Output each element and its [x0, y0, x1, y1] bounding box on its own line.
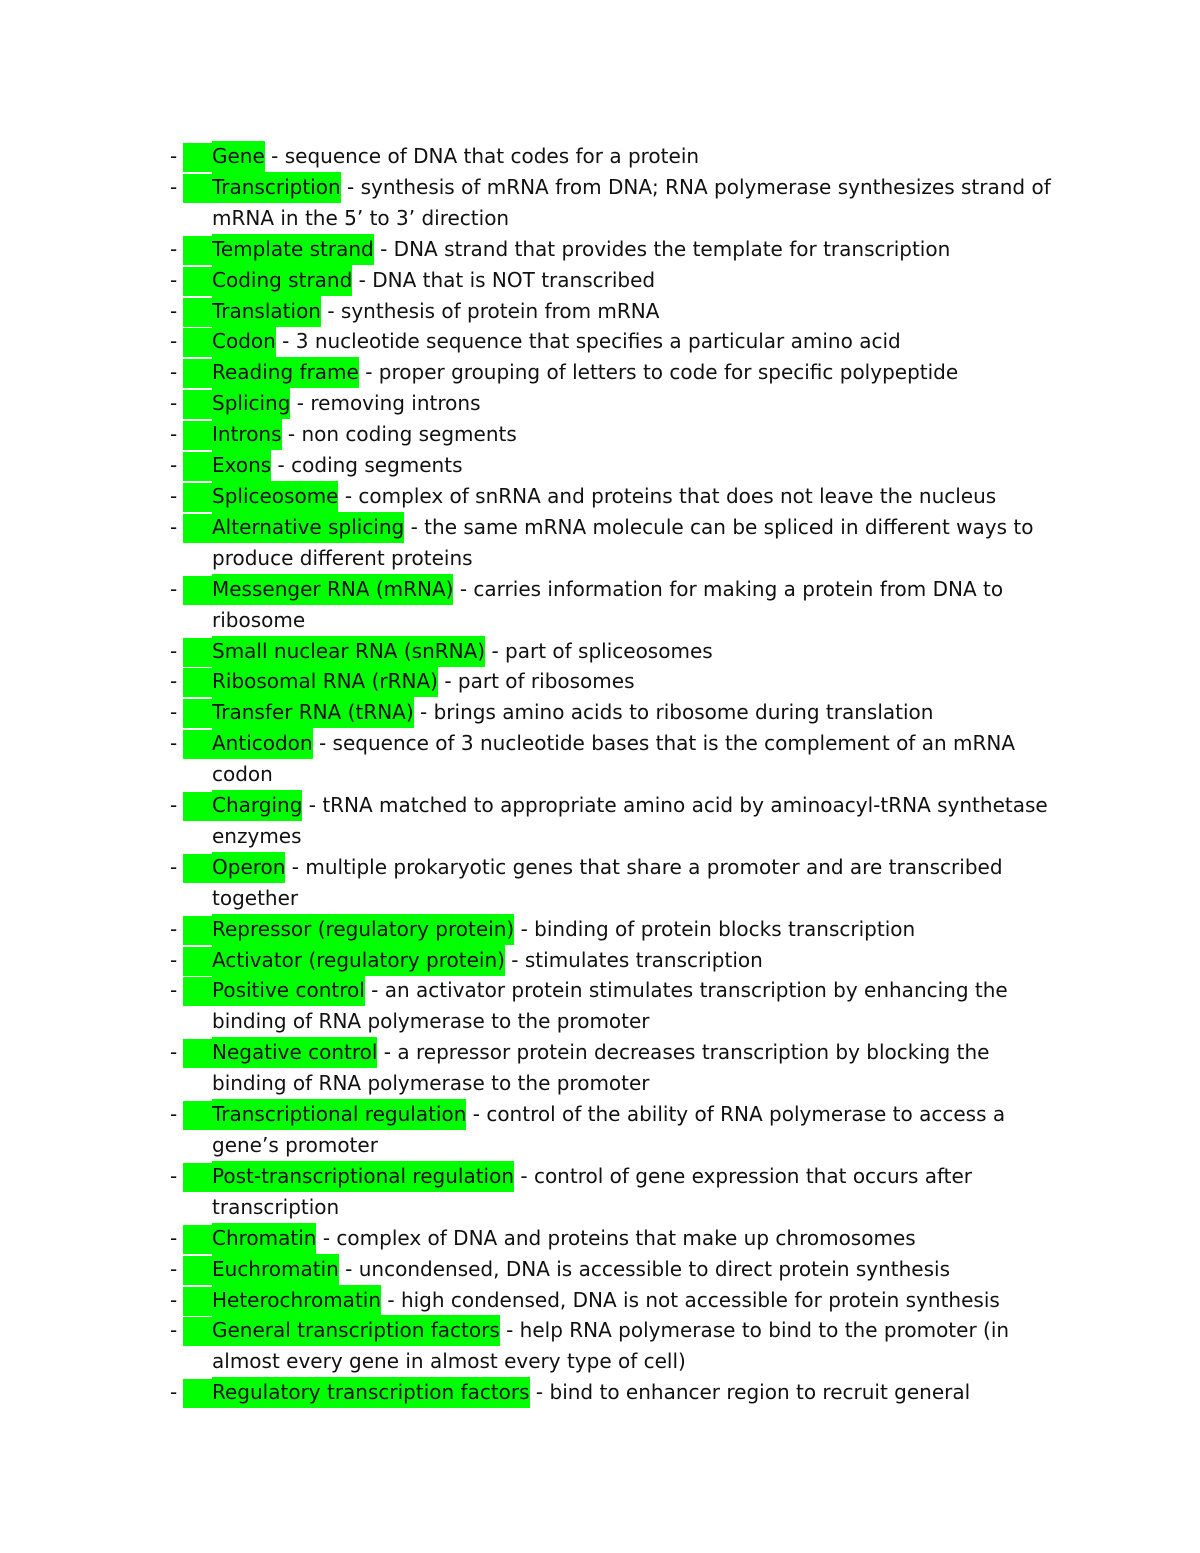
glossary-definition: - multiple prokaryotic genes that share a promoter and are transcribed together — [212, 854, 1003, 910]
glossary-definition: - coding segments — [271, 453, 463, 478]
glossary-term: Exons — [212, 450, 271, 481]
glossary-term: Gene — [212, 141, 265, 172]
glossary-term: Coding strand — [212, 265, 352, 296]
glossary-definition: - removing introns — [290, 391, 481, 416]
list-bullet: - — [170, 1163, 178, 1188]
glossary-definition: - part of ribosomes — [437, 669, 635, 694]
list-bullet: - — [170, 236, 178, 261]
glossary-term: Reading frame — [212, 357, 359, 388]
glossary-item — [170, 790, 1070, 852]
glossary-definition: - an activator protein stimulates transcription by enhancing the binding of RNA polymerase to the promoter — [212, 978, 1008, 1034]
list-bullet: - — [170, 174, 178, 199]
glossary-item — [170, 388, 1070, 419]
glossary-term: Negative control — [212, 1037, 377, 1068]
highlight-marker — [183, 1101, 212, 1130]
highlight-marker — [183, 576, 212, 605]
glossary-definition: - a repressor protein decreases transcription by blocking the binding of RNA polymerase to the promoter — [212, 1040, 990, 1096]
glossary-definition: - sequence of DNA that codes for a protein — [264, 144, 700, 168]
list-bullet: - — [170, 1318, 178, 1343]
list-bullet: - — [170, 514, 178, 539]
glossary-definition: - help RNA polymerase to bind to the promoter (in almost every gene in almost every type of cell) — [212, 1318, 1010, 1374]
list-bullet: - — [170, 1380, 178, 1405]
highlight-marker — [183, 483, 212, 512]
list-bullet: - — [170, 391, 178, 416]
highlight-marker — [183, 267, 212, 296]
glossary-term: Activator (regulatory protein) — [212, 945, 505, 976]
highlight-marker — [183, 1039, 212, 1068]
list-bullet: - — [170, 978, 178, 1003]
glossary-term: Introns — [212, 419, 282, 450]
glossary-definition: - binding of protein blocks transcription — [514, 916, 916, 941]
glossary-definition: - control of the ability of RNA polymerase to access a gene’s promoter — [212, 1102, 1006, 1157]
glossary-item — [170, 141, 1070, 172]
glossary-item — [170, 296, 1070, 327]
list-bullet: - — [170, 1256, 178, 1281]
glossary-definition: - part of spliceosomes — [485, 638, 713, 663]
highlight-marker — [183, 854, 212, 883]
list-bullet: - — [170, 1102, 178, 1127]
list-bullet: - — [170, 1287, 178, 1312]
glossary-term: Messenger RNA (mRNA) — [212, 574, 453, 605]
list-bullet: - — [170, 731, 178, 756]
list-bullet: - — [170, 1040, 178, 1065]
glossary-definition: - complex of DNA and proteins that make up chromosomes — [316, 1225, 916, 1250]
highlight-marker — [183, 916, 212, 945]
highlight-marker — [183, 668, 212, 697]
glossary-term: Transcriptional regulation — [212, 1099, 466, 1130]
glossary-definition: - uncondensed, DNA is accessible to direct protein synthesis — [338, 1256, 950, 1281]
glossary-item — [170, 450, 1070, 481]
glossary-item — [170, 172, 1070, 234]
glossary-item — [170, 852, 1070, 914]
highlight-marker — [183, 452, 212, 481]
glossary-item — [170, 574, 1070, 636]
glossary-definition: - bind to enhancer region to recruit general — [529, 1380, 971, 1405]
glossary-item — [170, 728, 1070, 790]
glossary-term: Anticodon — [212, 728, 313, 759]
glossary-term: Ribosomal RNA (rRNA) — [212, 666, 438, 697]
list-bullet: - — [170, 267, 178, 292]
glossary-list — [170, 141, 1070, 1408]
glossary-definition: - brings amino acids to ribosome during translation — [413, 700, 934, 725]
glossary-term: Translation — [212, 296, 321, 327]
glossary-definition: - DNA strand that provides the template for transcription — [373, 236, 951, 261]
glossary-term: Spliceosome — [212, 481, 338, 512]
glossary-item — [170, 697, 1070, 728]
glossary-item — [170, 1223, 1070, 1254]
glossary-term: Alternative splicing — [212, 512, 404, 543]
glossary-item — [170, 636, 1070, 667]
glossary-definition: - control of gene expression that occurs after transcription — [212, 1163, 973, 1219]
glossary-item — [170, 1037, 1070, 1099]
glossary-term: Transcription — [212, 172, 341, 203]
list-bullet: - — [170, 298, 178, 323]
glossary-definition: - DNA that is NOT transcribed — [352, 267, 656, 292]
glossary-item — [170, 512, 1070, 574]
glossary-item — [170, 1099, 1070, 1161]
glossary-term: Codon — [212, 326, 276, 357]
glossary-term: Euchromatin — [212, 1254, 339, 1285]
list-bullet: - — [170, 576, 178, 601]
glossary-term: Template strand — [212, 234, 374, 265]
glossary-term: Small nuclear RNA (snRNA) — [212, 636, 485, 667]
list-bullet: - — [170, 854, 178, 879]
list-bullet: - — [170, 793, 178, 818]
glossary-item — [170, 265, 1070, 296]
list-bullet: - — [170, 453, 178, 478]
glossary-item — [170, 945, 1070, 976]
highlight-marker — [183, 359, 212, 388]
glossary-term: Splicing — [212, 388, 290, 419]
glossary-term: Chromatin — [212, 1223, 316, 1254]
glossary-definition: - sequence of 3 nucleotide bases that is the complement of an mRNA codon — [212, 731, 1016, 787]
highlight-marker — [183, 514, 212, 543]
glossary-item — [170, 1377, 1070, 1408]
glossary-item — [170, 1285, 1070, 1316]
highlight-marker — [183, 977, 212, 1006]
glossary-term: Heterochromatin — [212, 1285, 381, 1316]
glossary-definition: - proper grouping of letters to code for specific polypeptide — [358, 360, 959, 385]
glossary-term: General transcription factors — [212, 1315, 500, 1346]
glossary-definition: - tRNA matched to appropriate amino acid by aminoacyl-tRNA synthetase enzymes — [212, 793, 1048, 848]
glossary-term: Positive control — [212, 975, 365, 1006]
glossary-definition: - stimulates transcription — [504, 947, 763, 972]
list-bullet: - — [170, 329, 178, 354]
highlight-marker — [183, 792, 212, 821]
highlight-marker — [183, 730, 212, 759]
glossary-definition: - high condensed, DNA is not accessible for protein synthesis — [381, 1287, 1000, 1312]
highlight-marker — [183, 1225, 212, 1254]
glossary-definition: - 3 nucleotide sequence that specifies a particular amino acid — [275, 329, 901, 354]
glossary-definition: - the same mRNA molecule can be spliced in different ways to produce different proteins — [212, 514, 1034, 570]
highlight-marker — [183, 1379, 212, 1408]
glossary-definition: - non coding segments — [281, 422, 517, 447]
highlight-marker — [183, 1287, 212, 1316]
highlight-marker — [183, 143, 212, 172]
glossary-item — [170, 1254, 1070, 1285]
glossary-item — [170, 481, 1070, 512]
highlight-marker — [183, 174, 212, 203]
glossary-item — [170, 326, 1070, 357]
glossary-term: Transfer RNA (tRNA) — [212, 697, 414, 728]
highlight-marker — [183, 421, 212, 450]
glossary-definition: - synthesis of mRNA from DNA; RNA polymerase synthesizes strand of mRNA in the 5’ to 3’ direction — [212, 174, 1051, 230]
list-bullet: - — [170, 1225, 178, 1250]
highlight-marker — [183, 947, 212, 976]
glossary-item — [170, 419, 1070, 450]
list-bullet: - — [170, 700, 178, 725]
list-bullet: - — [170, 669, 178, 694]
glossary-term: Post-transcriptional regulation — [212, 1161, 514, 1192]
glossary-item — [170, 914, 1070, 945]
highlight-marker — [183, 298, 212, 327]
highlight-marker — [183, 699, 212, 728]
glossary-item — [170, 1161, 1070, 1223]
glossary-term: Charging — [212, 790, 302, 821]
list-bullet: - — [170, 638, 178, 663]
glossary-definition: - complex of snRNA and proteins that does not leave the nucleus — [338, 483, 997, 508]
highlight-marker — [183, 1317, 212, 1346]
glossary-term: Regulatory transcription factors — [212, 1377, 530, 1408]
glossary-definition: - carries information for making a protein from DNA to ribosome — [212, 576, 1004, 632]
glossary-term: Repressor (regulatory protein) — [212, 914, 514, 945]
glossary-item — [170, 234, 1070, 265]
list-bullet: - — [170, 947, 178, 972]
glossary-item — [170, 1315, 1070, 1377]
highlight-marker — [183, 638, 212, 667]
glossary-item — [170, 975, 1070, 1037]
highlight-marker — [183, 236, 212, 265]
list-bullet: - — [170, 144, 178, 168]
highlight-marker — [183, 1256, 212, 1285]
list-bullet: - — [170, 483, 178, 508]
glossary-definition: - synthesis of protein from mRNA — [320, 298, 660, 323]
list-bullet: - — [170, 422, 178, 447]
highlight-marker — [183, 1163, 212, 1192]
glossary-term: Operon — [212, 852, 285, 883]
list-bullet: - — [170, 916, 178, 941]
glossary-item — [170, 357, 1070, 388]
highlight-marker — [183, 328, 212, 357]
list-bullet: - — [170, 360, 178, 385]
glossary-item — [170, 666, 1070, 697]
highlight-marker — [183, 390, 212, 419]
